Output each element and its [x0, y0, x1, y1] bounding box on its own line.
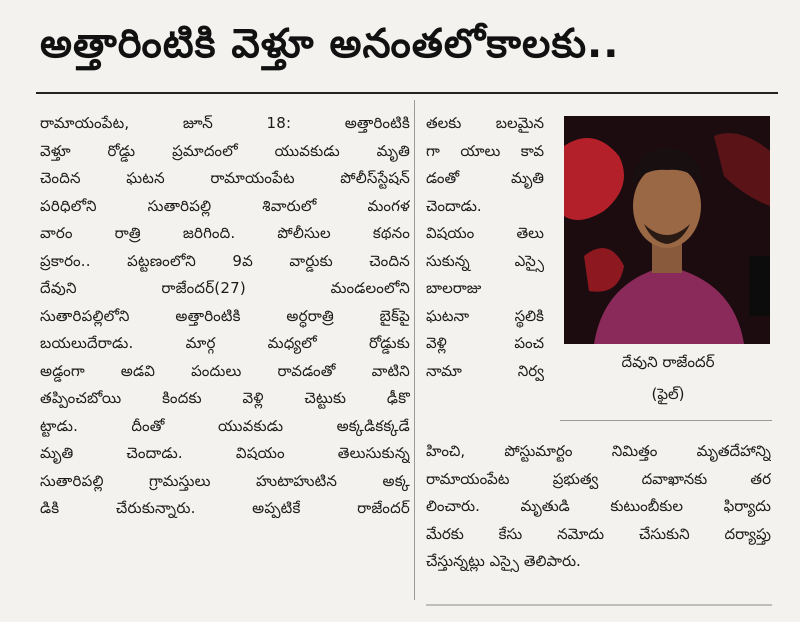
headline: అత్తారింటికి వెళ్తూ అనంతలోకాలకు..	[40, 21, 620, 67]
article-line: సుకున్న ఎస్సై	[426, 251, 544, 270]
caption-rule	[560, 420, 772, 421]
article-line: తప్పించబోయి కిందకు వెళ్లి చెట్టుకు ఢీకొ	[40, 389, 410, 407]
article-line: హించి, పోస్టుమార్టం నిమిత్తం మృతదేహాన్ని	[426, 442, 771, 460]
article-line: చెందాడు.	[426, 196, 482, 215]
article-line: ఘటనా స్థలికి	[426, 306, 544, 325]
article-line: గా యాలు కావ	[426, 141, 544, 160]
left-column	[40, 110, 410, 523]
article-line: రామాయంపేట, జూన్ 18: అత్తారింటికి	[40, 114, 410, 132]
article-line: సుతారిపల్లిలోని అత్తారింటికి అర్ధరాత్రి బైక్‌పై	[40, 306, 410, 325]
article-line: వెళ్తూ రోడ్డు ప్రమాదంలో యువకుడు మృతి	[40, 141, 410, 160]
caption-note: (ఫైల్)	[651, 385, 685, 403]
bottom-right-column	[426, 438, 771, 576]
article-line: రామాయంపేట ప్రభుత్వ దవాఖానకు తర	[426, 469, 771, 488]
portrait-photo	[564, 116, 770, 344]
photo-caption	[566, 346, 770, 410]
article-line: ప్రకారం.. పట్టణంలోని 9వ వార్డుకు చెందిన	[40, 251, 410, 270]
article-line: బయలుదేరాడు. మార్గ మధ్యలో రోడ్డుకు	[40, 334, 410, 352]
portrait-illustration	[564, 116, 770, 344]
article-line: డికి చేరుకున్నారు. అప్పటికే రాజేందర్	[40, 499, 410, 517]
article-line: బాలరాజు	[426, 279, 482, 297]
column-divider	[414, 100, 415, 600]
article-line: వారం రాత్రి జరిగింది. పోలీసుల కథనం	[40, 224, 410, 242]
article-line: నామా నిర్వ	[426, 361, 544, 380]
article-line: దేవుని రాజేందర్(27) మండలంలోని	[40, 279, 410, 297]
article-line: చెందిన ఘటన రామాయంపేట పోలీస్‌స్టేషన్	[40, 169, 410, 187]
bottom-rule	[426, 604, 772, 606]
article-line: అడ్డంగా అడవి పందులు రావడంతో వాటిని	[40, 361, 410, 380]
caption-name: దేవుని రాజేందర్	[621, 353, 715, 371]
headline-rule	[36, 92, 778, 94]
article-line: లించారు. మృతుడి కుటుంబీకుల ఫిర్యాదు	[426, 497, 771, 515]
middle-column	[426, 110, 544, 385]
article-line: పరిధిలోని సుతారిపల్లి శివారులో మంగళ	[40, 196, 410, 215]
article-line: విషయం తెలు	[426, 224, 544, 242]
article-line: డంతో మృతి	[426, 169, 544, 187]
article-line: ట్టాడు. దీంతో యువకుడు అక్కడికక్కడే	[40, 416, 410, 435]
article-line: మేరకు కేసు నమోదు చేసుకుని దర్యాప్తు	[426, 524, 771, 543]
article-line: సుతారిపల్లి గ్రామస్తులు హుటాహుటిన అక్క	[40, 471, 410, 490]
article-line: వెళ్లి పంచ	[426, 334, 544, 352]
article-line: తలకు బలమైన	[426, 114, 544, 132]
article-line: మృతి చెందాడు. విషయం తెలుసుకున్న	[40, 444, 410, 462]
article-line: చేస్తున్నట్లు ఎస్సై తెలిపారు.	[426, 552, 581, 570]
